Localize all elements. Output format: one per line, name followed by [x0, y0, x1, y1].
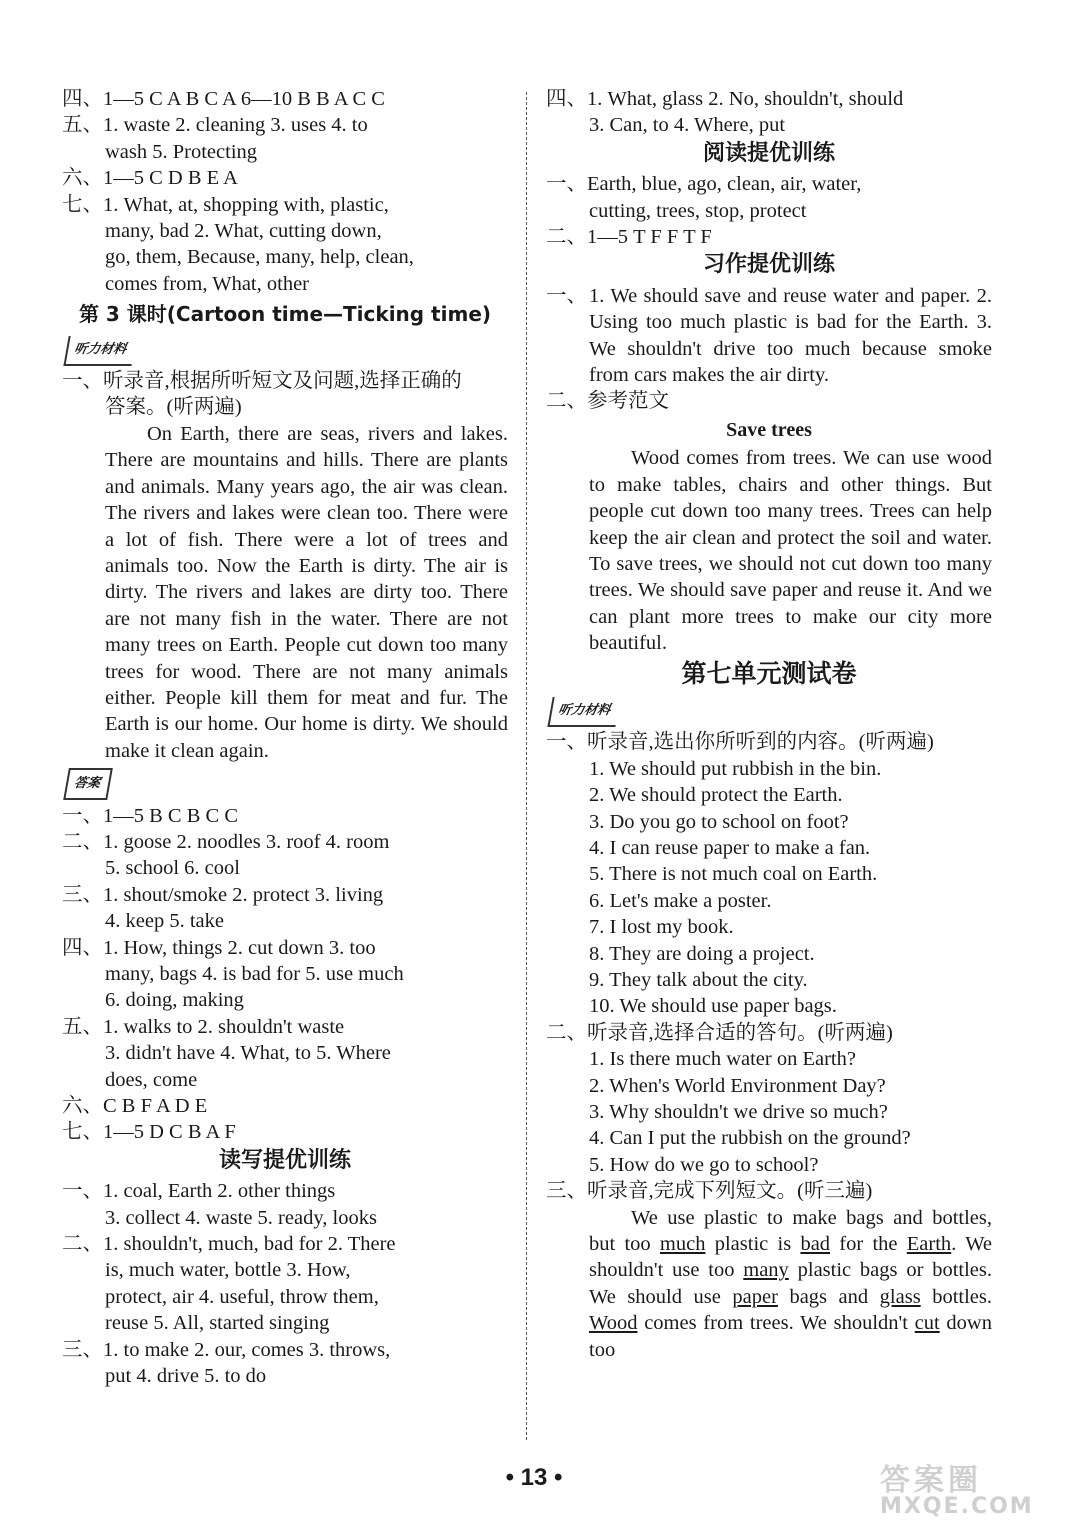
- question-heading: 一、听录音,根据所听短文及问题,选择正确的: [62, 370, 462, 393]
- essay-title: Save trees: [726, 418, 812, 441]
- answer-line: 6. doing, making: [105, 989, 244, 1012]
- model-essay: Wood comes from trees. We can use wood to make tables, chairs and other things. But people cut down too many trees. Trees can help keep the air clean and protect the soil and water. To save trees, we should not cut down too many trees. We should save paper and reuse it. And we can plant more trees to make our city more beautiful.: [589, 447, 992, 655]
- answer-line: 一、1—5 B C B C C: [62, 804, 238, 827]
- answer-line: 5. school 6. cool: [105, 857, 240, 880]
- column-divider: [526, 92, 527, 1440]
- answer-line: put 4. drive 5. to do: [105, 1365, 267, 1388]
- cloze-blank: many: [743, 1259, 789, 1282]
- cloze-text: . We shouldn't use too: [589, 1233, 993, 1282]
- answer-line: 六、1—5 C D B E A: [62, 167, 238, 190]
- list-item: 1. We should put rubbish in the bin.: [589, 757, 882, 780]
- answer-line: 3. didn't have 4. What, to 5. Where: [105, 1042, 391, 1065]
- cloze-blank: much: [659, 1233, 706, 1256]
- cloze-blank: Earth: [906, 1233, 952, 1256]
- watermark: [880, 1463, 1056, 1528]
- item-number: 一、: [546, 284, 587, 307]
- list-item: 7. I lost my book.: [589, 916, 734, 939]
- unit-test-heading: 第七单元测试卷: [681, 658, 857, 688]
- listening-material-tag: 听力材料: [547, 697, 620, 727]
- cloze-blank: bad: [800, 1233, 831, 1256]
- answer-line: many, bags 4. is bad for 5. use much: [105, 963, 404, 985]
- question-heading: 二、听录音,选择合适的答句。(听两遍): [546, 1021, 893, 1044]
- answer-line: 二、1. shouldn't, much, bad for 2. There: [62, 1233, 396, 1256]
- answer-line: 五、1. walks to 2. shouldn't waste: [62, 1015, 345, 1038]
- list-item: 6. Let's make a poster.: [589, 889, 772, 912]
- list-item: 2. When's World Environment Day?: [589, 1074, 886, 1097]
- answer-line: 四、1. What, glass 2. No, shouldn't, should: [546, 88, 904, 110]
- cloze-passage: [546, 1205, 992, 1363]
- right-column: [546, 86, 992, 1363]
- answer-line: 3. Can, to 4. Where, put: [589, 114, 786, 137]
- cloze-text: plastic is: [705, 1233, 801, 1256]
- answer-line: reuse 5. All, started singing: [105, 1312, 330, 1335]
- answer-line: comes from, What, other: [105, 272, 309, 295]
- answer-line: 二、1—5 T F F T F: [546, 226, 712, 249]
- cloze-text: We use plastic to make bags and bottles, but too: [589, 1206, 992, 1256]
- answer-line: 六、C B F A D E: [62, 1095, 208, 1118]
- answer-line: 三、1. shout/smoke 2. protect 3. living: [62, 883, 384, 906]
- cloze-text: bottles.: [920, 1285, 992, 1308]
- listening-material-tag: 听力材料: [63, 336, 136, 366]
- answer-line: wash 5. Protecting: [105, 140, 258, 163]
- answer-line: 4. keep 5. take: [105, 910, 224, 933]
- answer-line: 七、1—5 D C B A F: [62, 1121, 236, 1144]
- answer-line: does, come: [105, 1068, 198, 1091]
- watermark-logo: 答案圈: [880, 1463, 982, 1498]
- answer-line: go, them, Because, many, help, clean,: [105, 246, 414, 269]
- answer-line: is, much water, bottle 3. How,: [105, 1259, 351, 1282]
- answer-line: 二、参考范文: [546, 390, 669, 413]
- answer-line: many, bad 2. What, cutting down,: [105, 220, 382, 243]
- list-item: 4. Can I put the rubbish on the ground?: [589, 1127, 911, 1150]
- list-item: 2. We should protect the Earth.: [589, 784, 843, 807]
- writing-answer-1: [546, 283, 992, 389]
- question-heading: 三、听录音,完成下列短文。(听三遍): [546, 1180, 873, 1203]
- cloze-blank: paper: [732, 1285, 778, 1308]
- list-item: 5. How do we go to school?: [589, 1153, 819, 1176]
- writing-answer-text: 1. We should save and reuse water and paper. 2. Using too much plastic is bad for the Earth. 3. We shouldn't drive too much because smoke from cars makes the air dirty.: [589, 284, 992, 387]
- answer-line: 二、1. goose 2. noodles 3. roof 4. room: [62, 830, 390, 853]
- list-item: 8. They are doing a project.: [589, 942, 815, 965]
- left-column: [62, 86, 508, 1390]
- answer-line: cutting, trees, stop, protect: [589, 199, 807, 222]
- cloze-text: for the: [830, 1233, 907, 1256]
- answer-line: 七、1. What, at, shopping with, plastic,: [62, 193, 389, 216]
- section-heading-writing: 习作提优训练: [702, 252, 835, 278]
- answer-line: 五、1. waste 2. cleaning 3. uses 4. to: [62, 114, 368, 137]
- cloze-blank: cut: [914, 1312, 940, 1335]
- list-item: 1. Is there much water on Earth?: [589, 1048, 856, 1071]
- answer-line: protect, air 4. useful, throw them,: [105, 1285, 379, 1308]
- answer-line: 3. collect 4. waste 5. ready, looks: [105, 1206, 377, 1229]
- list-item: 3. Why shouldn't we drive so much?: [589, 1101, 888, 1124]
- section-heading-reading: 阅读提优训练: [702, 140, 835, 166]
- question-heading: 一、听录音,选出你所听到的内容。(听两遍): [546, 731, 934, 754]
- list-item: 9. They talk about the city.: [589, 969, 808, 991]
- page-number: • 13 •: [505, 1464, 563, 1491]
- list-item: 4. I can reuse paper to make a fan.: [589, 836, 871, 859]
- section-heading-reading-writing: 读写提优训练: [218, 1147, 351, 1173]
- answer-line: 四、1—5 C A B C A 6—10 B B A C C: [62, 88, 385, 110]
- answers-tag: 答案: [63, 768, 113, 800]
- watermark-url: MXQE.COM: [880, 1494, 1034, 1519]
- cloze-text: bags and: [777, 1285, 880, 1308]
- listening-passage: On Earth, there are seas, rivers and lakes. There are mountains and hills. There are plants and animals. Many years ago, the air was clean. The rivers and lakes were clean too. There were a lot of fish. There were a lot of trees and animals too. Now the Earth is dirty. The air is dirty. The rivers and lakes are dirty too. There are not many fish in the water. There are not many trees on Earth. People cut down too many trees for wood. There are not many animals either. People kill them for meat and fur. The Earth is our home. Our home is dirty. We should make it clean again.: [105, 422, 508, 762]
- lesson-title: 第 3 课时(Cartoon time—Ticking time): [78, 302, 492, 327]
- answer-line: 一、1. coal, Earth 2. other things: [62, 1180, 336, 1203]
- question-heading: 答案。(听两遍): [105, 396, 242, 419]
- list-item: 3. Do you go to school on foot?: [589, 810, 849, 833]
- cloze-text: down too: [589, 1312, 992, 1361]
- cloze-blank: Wood: [589, 1312, 638, 1335]
- answer-line: 一、Earth, blue, ago, clean, air, water,: [546, 173, 862, 196]
- cloze-text: comes from trees. We shouldn't: [637, 1312, 915, 1335]
- answer-line: 三、1. to make 2. our, comes 3. throws,: [62, 1338, 391, 1361]
- cloze-text: plastic bags or bottles. We should use: [589, 1259, 992, 1308]
- answer-line: 四、1. How, things 2. cut down 3. too: [62, 936, 376, 959]
- list-item: 10. We should use paper bags.: [589, 995, 837, 1018]
- cloze-blank: glass: [879, 1285, 921, 1308]
- list-item: 5. There is not much coal on Earth.: [589, 863, 878, 886]
